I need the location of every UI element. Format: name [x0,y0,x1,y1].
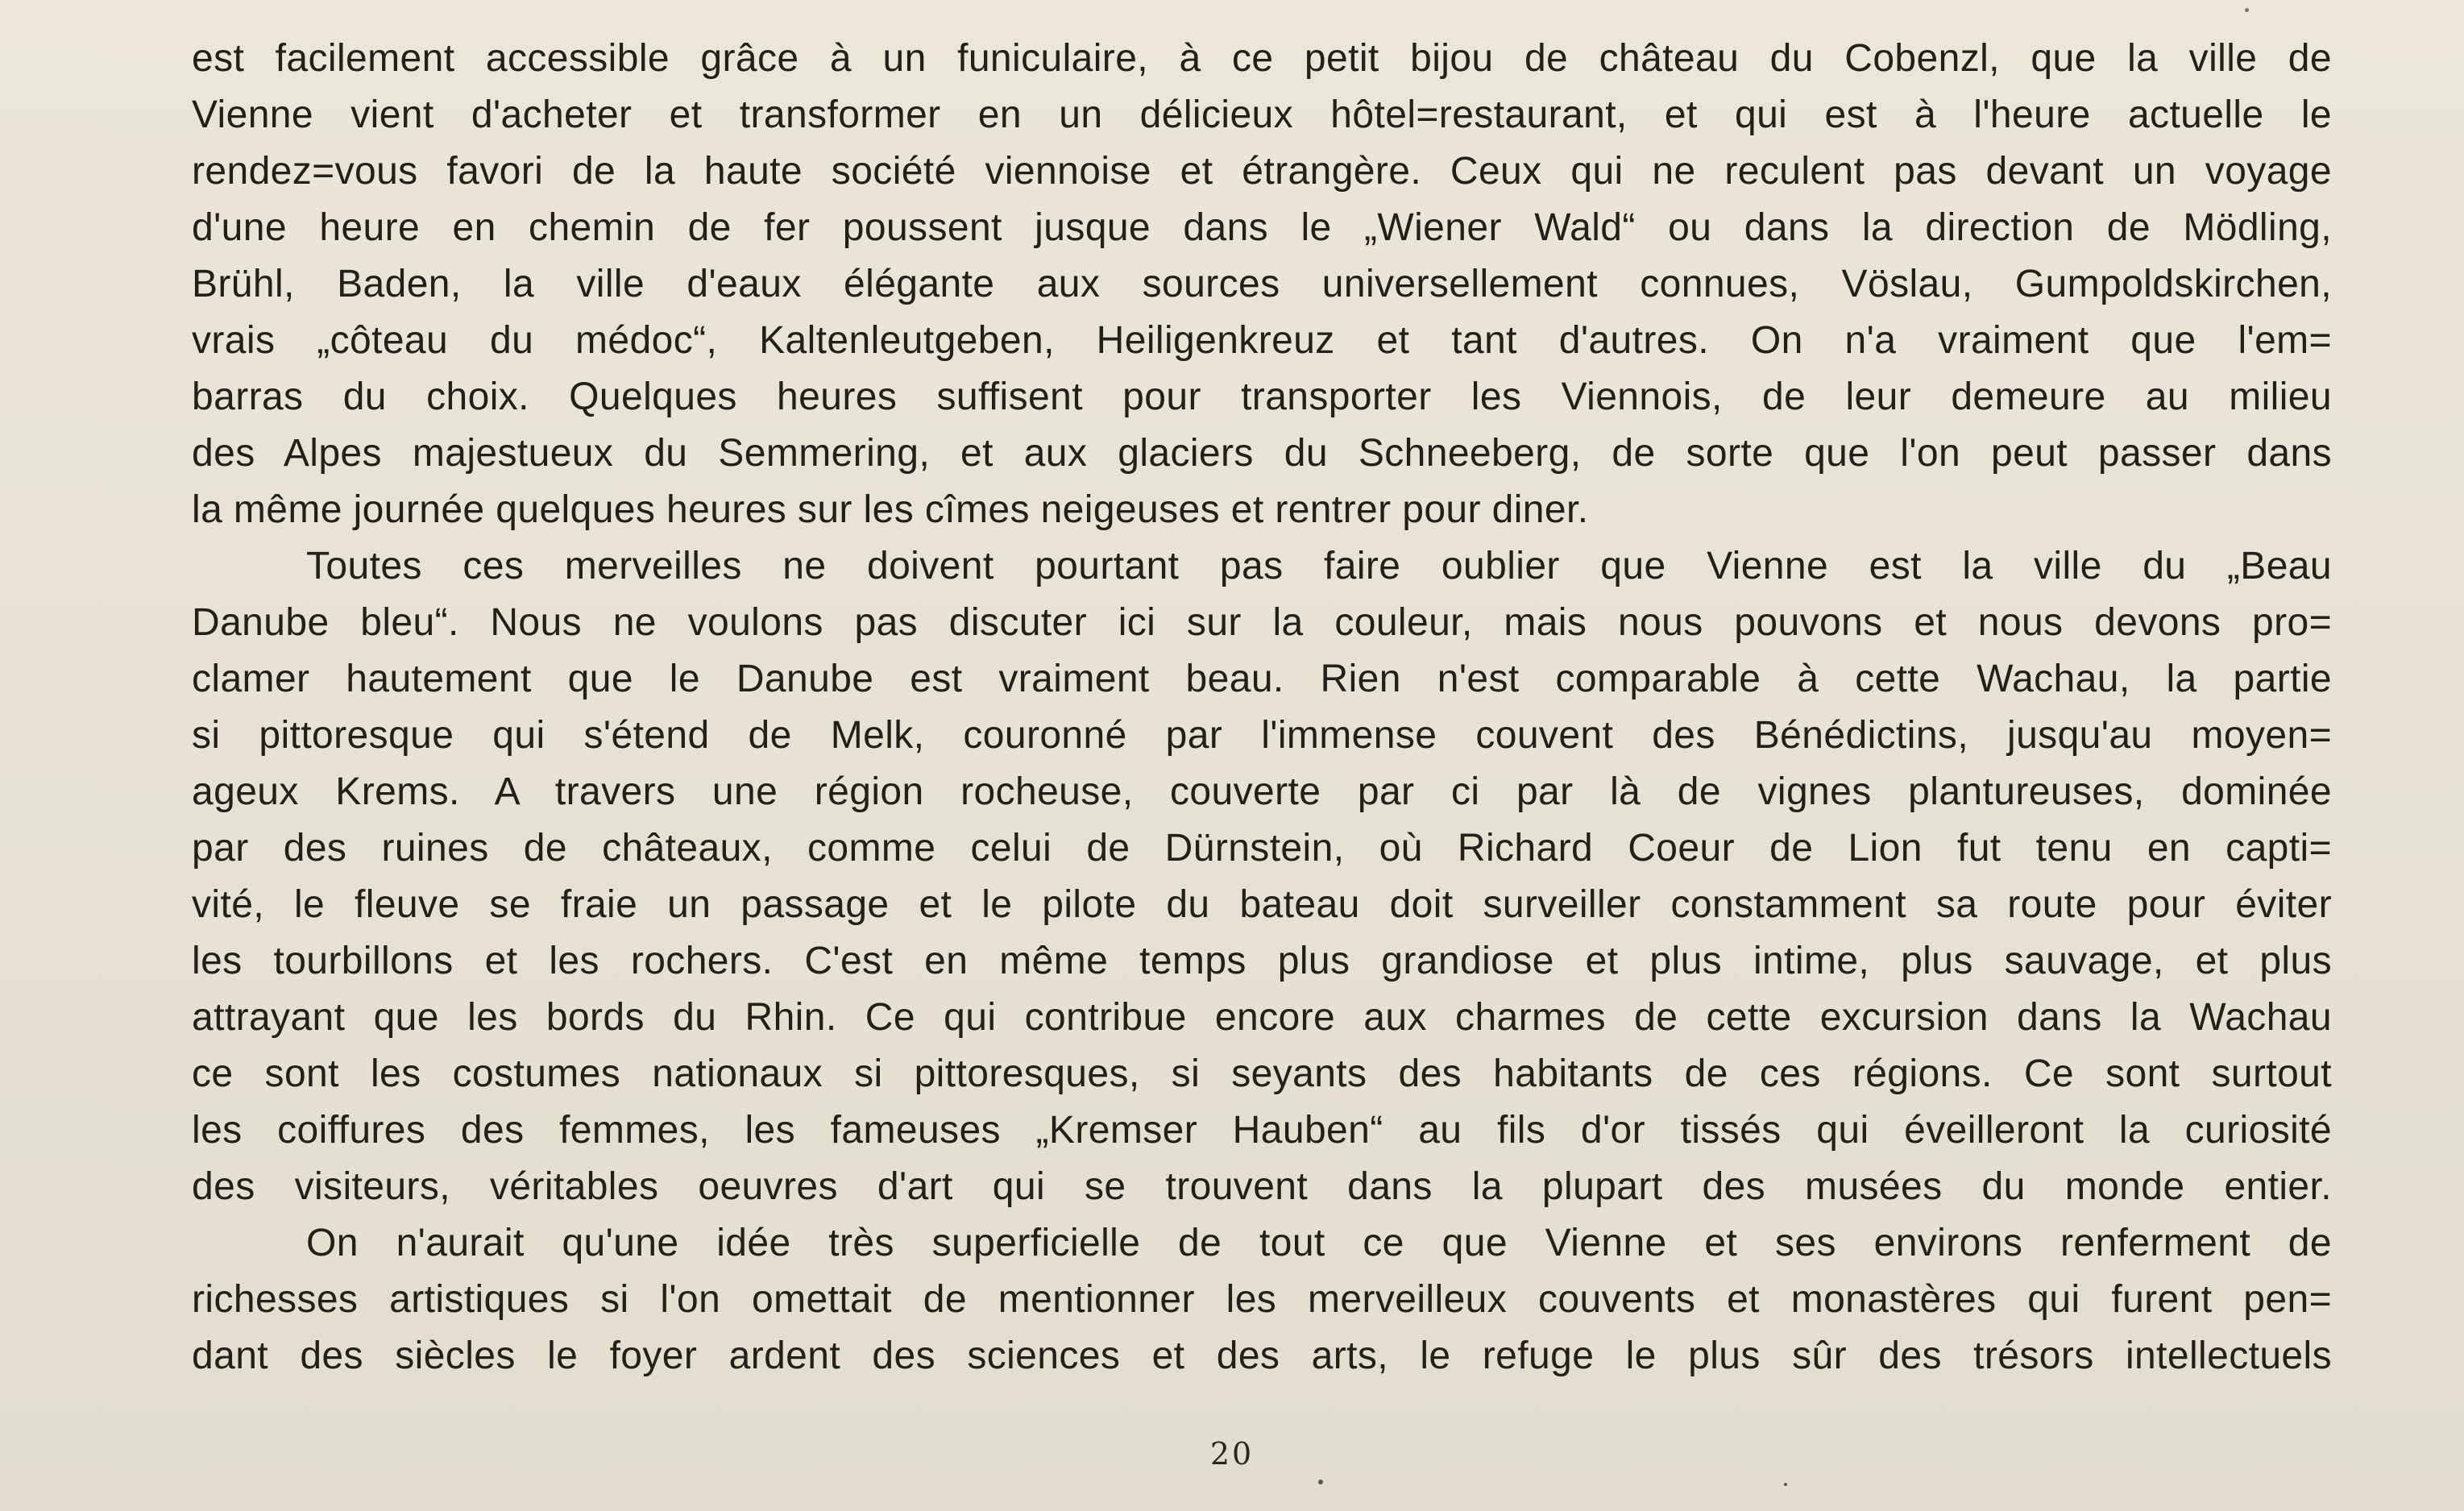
text-line-24: dant des siècles le foyer ardent des sciences et des arts, le refuge le plus sûr des trésors intellectuels [192,1335,2332,1377]
text-line-1: est facilement accessible grâce à un funiculaire, à ce petit bijou de château du Cobenzl, que la ville de [192,37,2332,80]
text-line-4: d'une heure en chemin de fer poussent jusque dans le „Wiener Wald“ ou dans la direction de Mödling, [192,206,2332,249]
page-number: 20 [1209,1436,1255,1472]
text-line-11: Danube bleu“. Nous ne voulons pas discuter ici sur la couleur, mais nous pouvons et nous devons pro= [192,601,2332,644]
text-line-23: richesses artistiques si l'on omettait de mentionner les merveilleux couvents et monastères qui furent pen= [192,1278,2332,1321]
body-text [192,31,2332,1384]
text-line-2: Vienne vient d'acheter et transformer en un délicieux hôtel=restaurant, et qui est à l'heure actuelle le [192,93,2332,136]
text-line-12: clamer hautement que le Danube est vraiment beau. Rien n'est comparable à cette Wachau, la partie [192,658,2332,700]
text-line-19: ce sont les costumes nationaux si pittoresques, si seyants des habitants de ces régions. Ce sont surtout [192,1052,2332,1095]
text-line-13: si pittoresque qui s'étend de Melk, couronné par l'immense couvent des Bénédictins, jusqu'au moyen= [192,714,2332,757]
text-line-14: ageux Krems. A travers une région rocheuse, couverte par ci par là de vignes plantureuses, dominée [192,770,2332,813]
text-line-5: Brühl, Baden, la ville d'eaux élégante aux sources universellement connues, Vöslau, Gumpoldskirchen, [192,263,2332,305]
text-line-16: vité, le fleuve se fraie un passage et le pilote du bateau doit surveiller constamment sa route pour éviter [192,883,2332,926]
text-line-6: vrais „côteau du médoc“, Kaltenleutgeben, Heiligenkreuz et tant d'autres. On n'a vraiment que l'em= [192,319,2332,362]
text-line-8: des Alpes majestueux du Semmering, et aux glaciers du Schneeberg, de sorte que l'on peut passer dans [192,432,2332,475]
print-speck [1784,1483,1787,1486]
text-line-15: par des ruines de châteaux, comme celui de Dürnstein, où Richard Coeur de Lion fut tenu en capti= [192,827,2332,870]
text-line-10: Toutes ces merveilles ne doivent pourtant pas faire oublier que Vienne est la ville du „Beau [306,545,2332,587]
text-line-7: barras du choix. Quelques heures suffisent pour transporter les Viennois, de leur demeure au milieu [192,376,2332,418]
text-line-21: des visiteurs, véritables oeuvres d'art qui se trouvent dans la plupart des musées du monde entier. [192,1165,2332,1208]
text-line-3: rendez=vous favori de la haute société viennoise et étrangère. Ceux qui ne reculent pas devant un voyage [192,150,2332,193]
text-line-22: On n'aurait qu'une idée très superficielle de tout ce que Vienne et ses environs renferment de [306,1222,2332,1264]
text-line-17: les tourbillons et les rochers. C'est en même temps plus grandiose et plus intime, plus sauvage, et plus [192,940,2332,982]
text-line-20: les coiffures des femmes, les fameuses „Kremser Hauben“ au fils d'or tissés qui éveilleront la curiosité [192,1109,2332,1152]
text-line-9: la même journée quelques heures sur les cîmes neigeuses et rentrer pour diner. [192,488,1589,531]
print-speck [1318,1480,1323,1484]
print-speck [2245,8,2249,12]
text-line-18: attrayant que les bords du Rhin. Ce qui contribue encore aux charmes de cette excursion dans la Wachau [192,996,2332,1039]
